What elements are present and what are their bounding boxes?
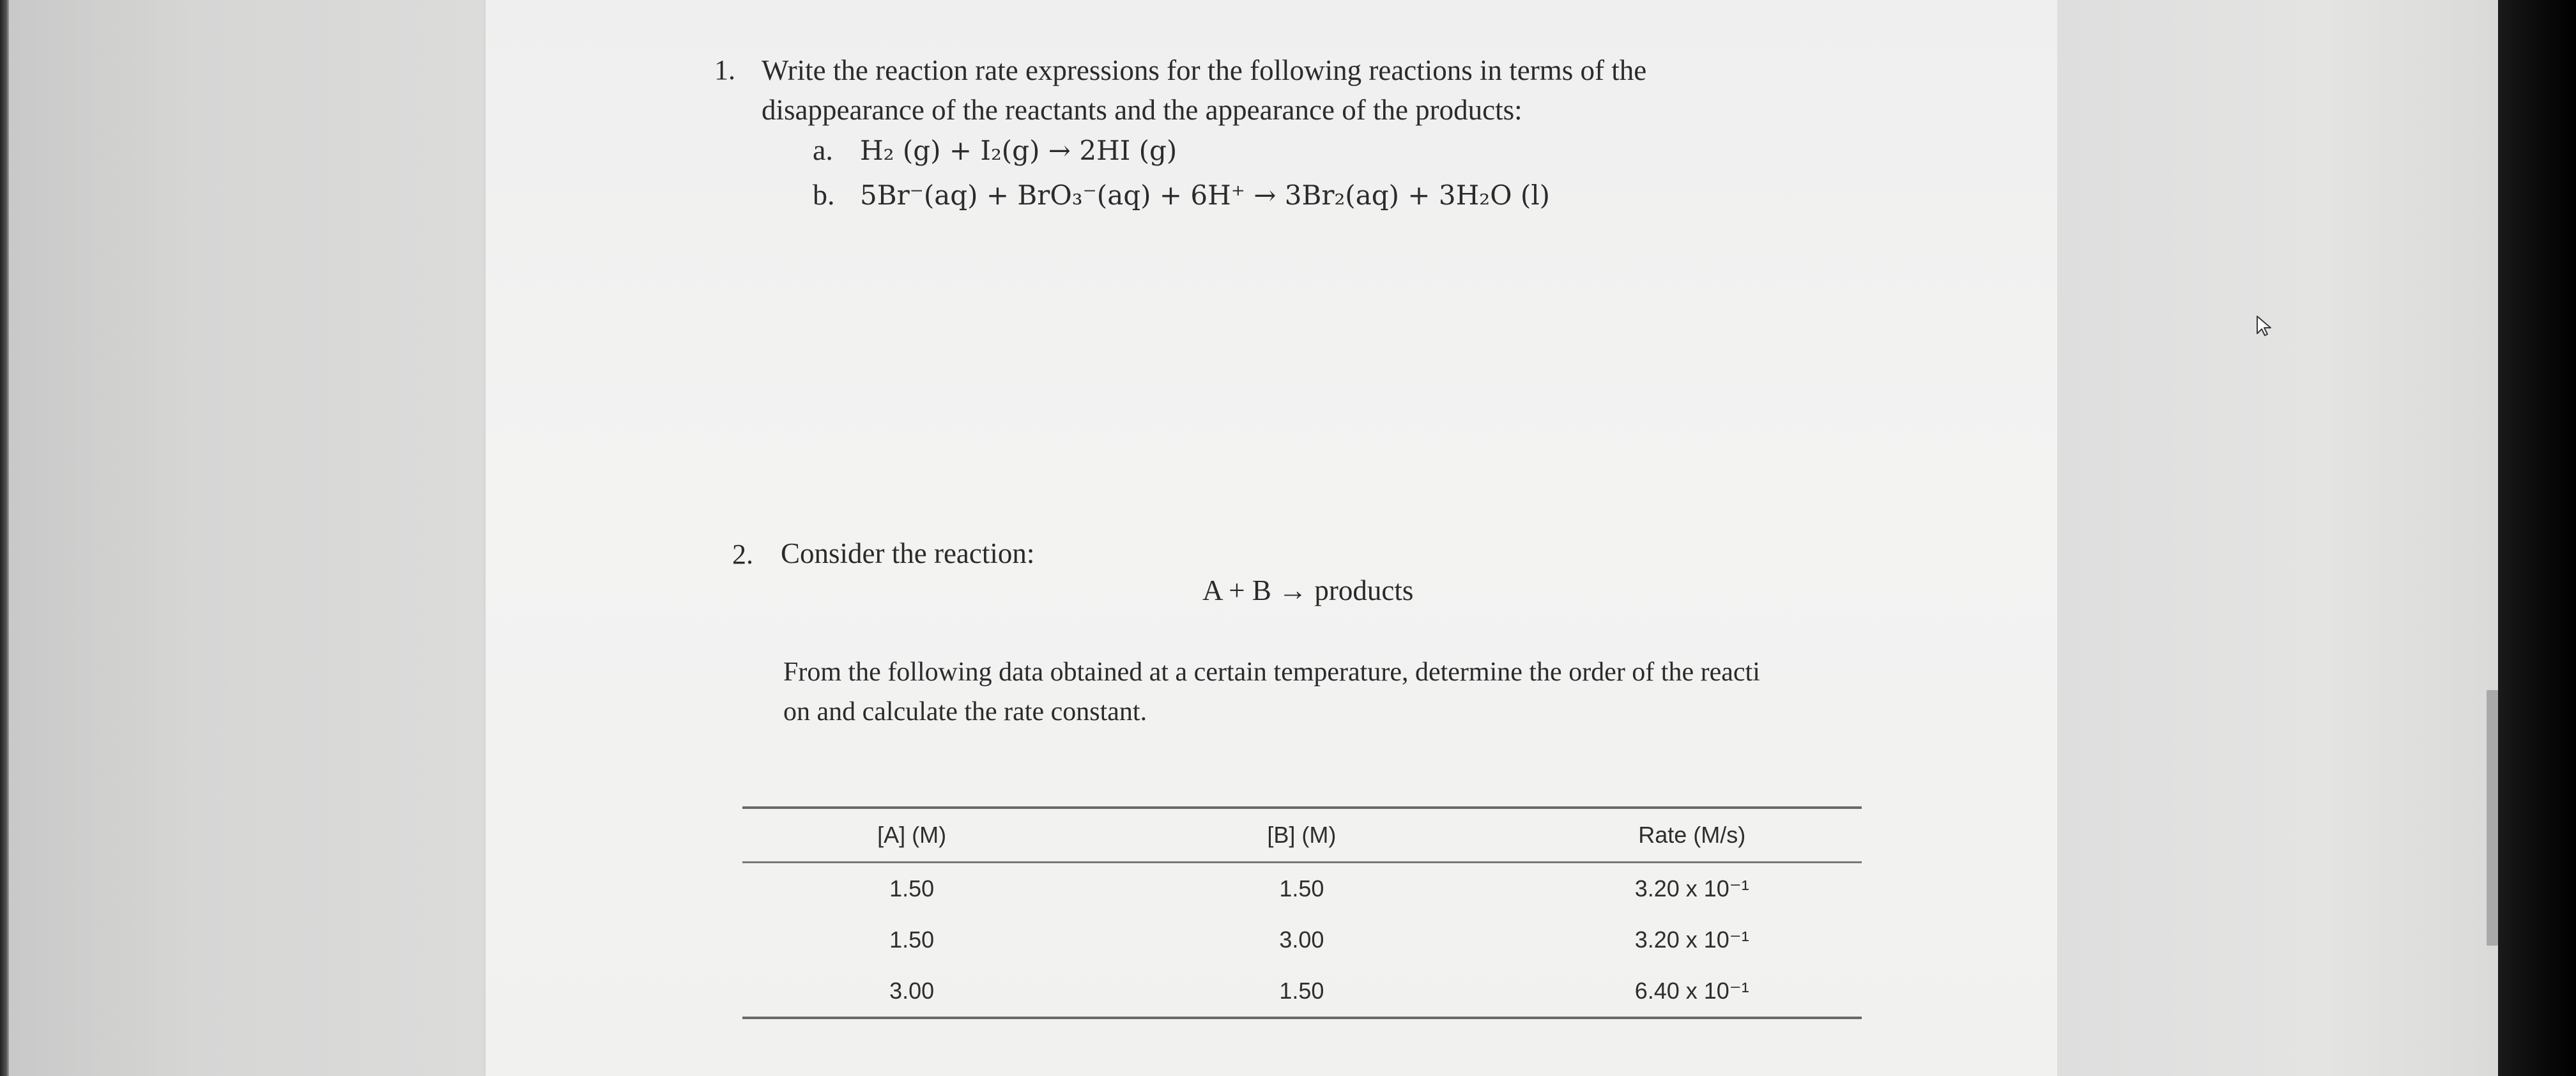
- item-b-label: b.: [813, 178, 835, 211]
- question-2-line-1: From the following data obtained at a certain temperature, determine the order of the reacti: [783, 657, 1760, 687]
- item-b-equation: 5Br⁻(aq) + BrO₃⁻(aq) + 6H⁺ → 3Br₂(aq) + 3H₂O (l): [860, 180, 1551, 211]
- header-a-concentration: [A] (M): [877, 822, 947, 848]
- table-row: [742, 863, 1862, 915]
- cell-a: 1.50: [889, 926, 935, 953]
- cell-rate: 3.20 x 10⁻¹: [1634, 926, 1749, 953]
- item-a-label: a.: [813, 134, 833, 166]
- mouse-cursor-icon: [2255, 314, 2273, 337]
- header-b-concentration: [B] (M): [1267, 822, 1337, 848]
- question-1-line-2: disappearance of the reactants and the appearance of the products:: [762, 94, 1522, 126]
- table-row: [742, 914, 1862, 965]
- cell-a: 1.50: [889, 875, 935, 902]
- question-1-number: 1.: [714, 54, 735, 86]
- table-header-row: [742, 808, 1862, 863]
- question-1-item-b: [813, 178, 1550, 211]
- cell-b: 3.00: [1279, 926, 1324, 953]
- monitor-bezel-right: [2498, 0, 2576, 1076]
- question-2-reaction: A + B → products: [1202, 574, 1414, 606]
- rate-data-table: [742, 806, 1862, 1019]
- question-1-line-1: Write the reaction rate expressions for the following reactions in terms of the: [762, 54, 1647, 86]
- question-1-item-a: [813, 133, 1177, 167]
- question-2-number: 2.: [732, 539, 753, 570]
- question-2-line-2: on and calculate the rate constant.: [783, 697, 1147, 726]
- left-screen-area: [0, 0, 486, 1076]
- header-rate: Rate (M/s): [1638, 822, 1746, 848]
- right-screen-area: [2057, 0, 2498, 1076]
- table-row: [742, 965, 1862, 1018]
- cell-rate: 6.40 x 10⁻¹: [1634, 978, 1749, 1004]
- monitor-bezel-left: [0, 0, 9, 1076]
- cell-b: 1.50: [1279, 978, 1324, 1004]
- cell-b: 1.50: [1279, 875, 1324, 902]
- cell-rate: 3.20 x 10⁻¹: [1634, 875, 1749, 902]
- item-a-equation: H₂ (g) + I₂(g) → 2HI (g): [860, 135, 1177, 166]
- scrollbar-thumb[interactable]: [2487, 690, 2498, 946]
- question-2-prompt: Consider the reaction:: [781, 537, 1035, 569]
- cell-a: 3.00: [889, 978, 935, 1004]
